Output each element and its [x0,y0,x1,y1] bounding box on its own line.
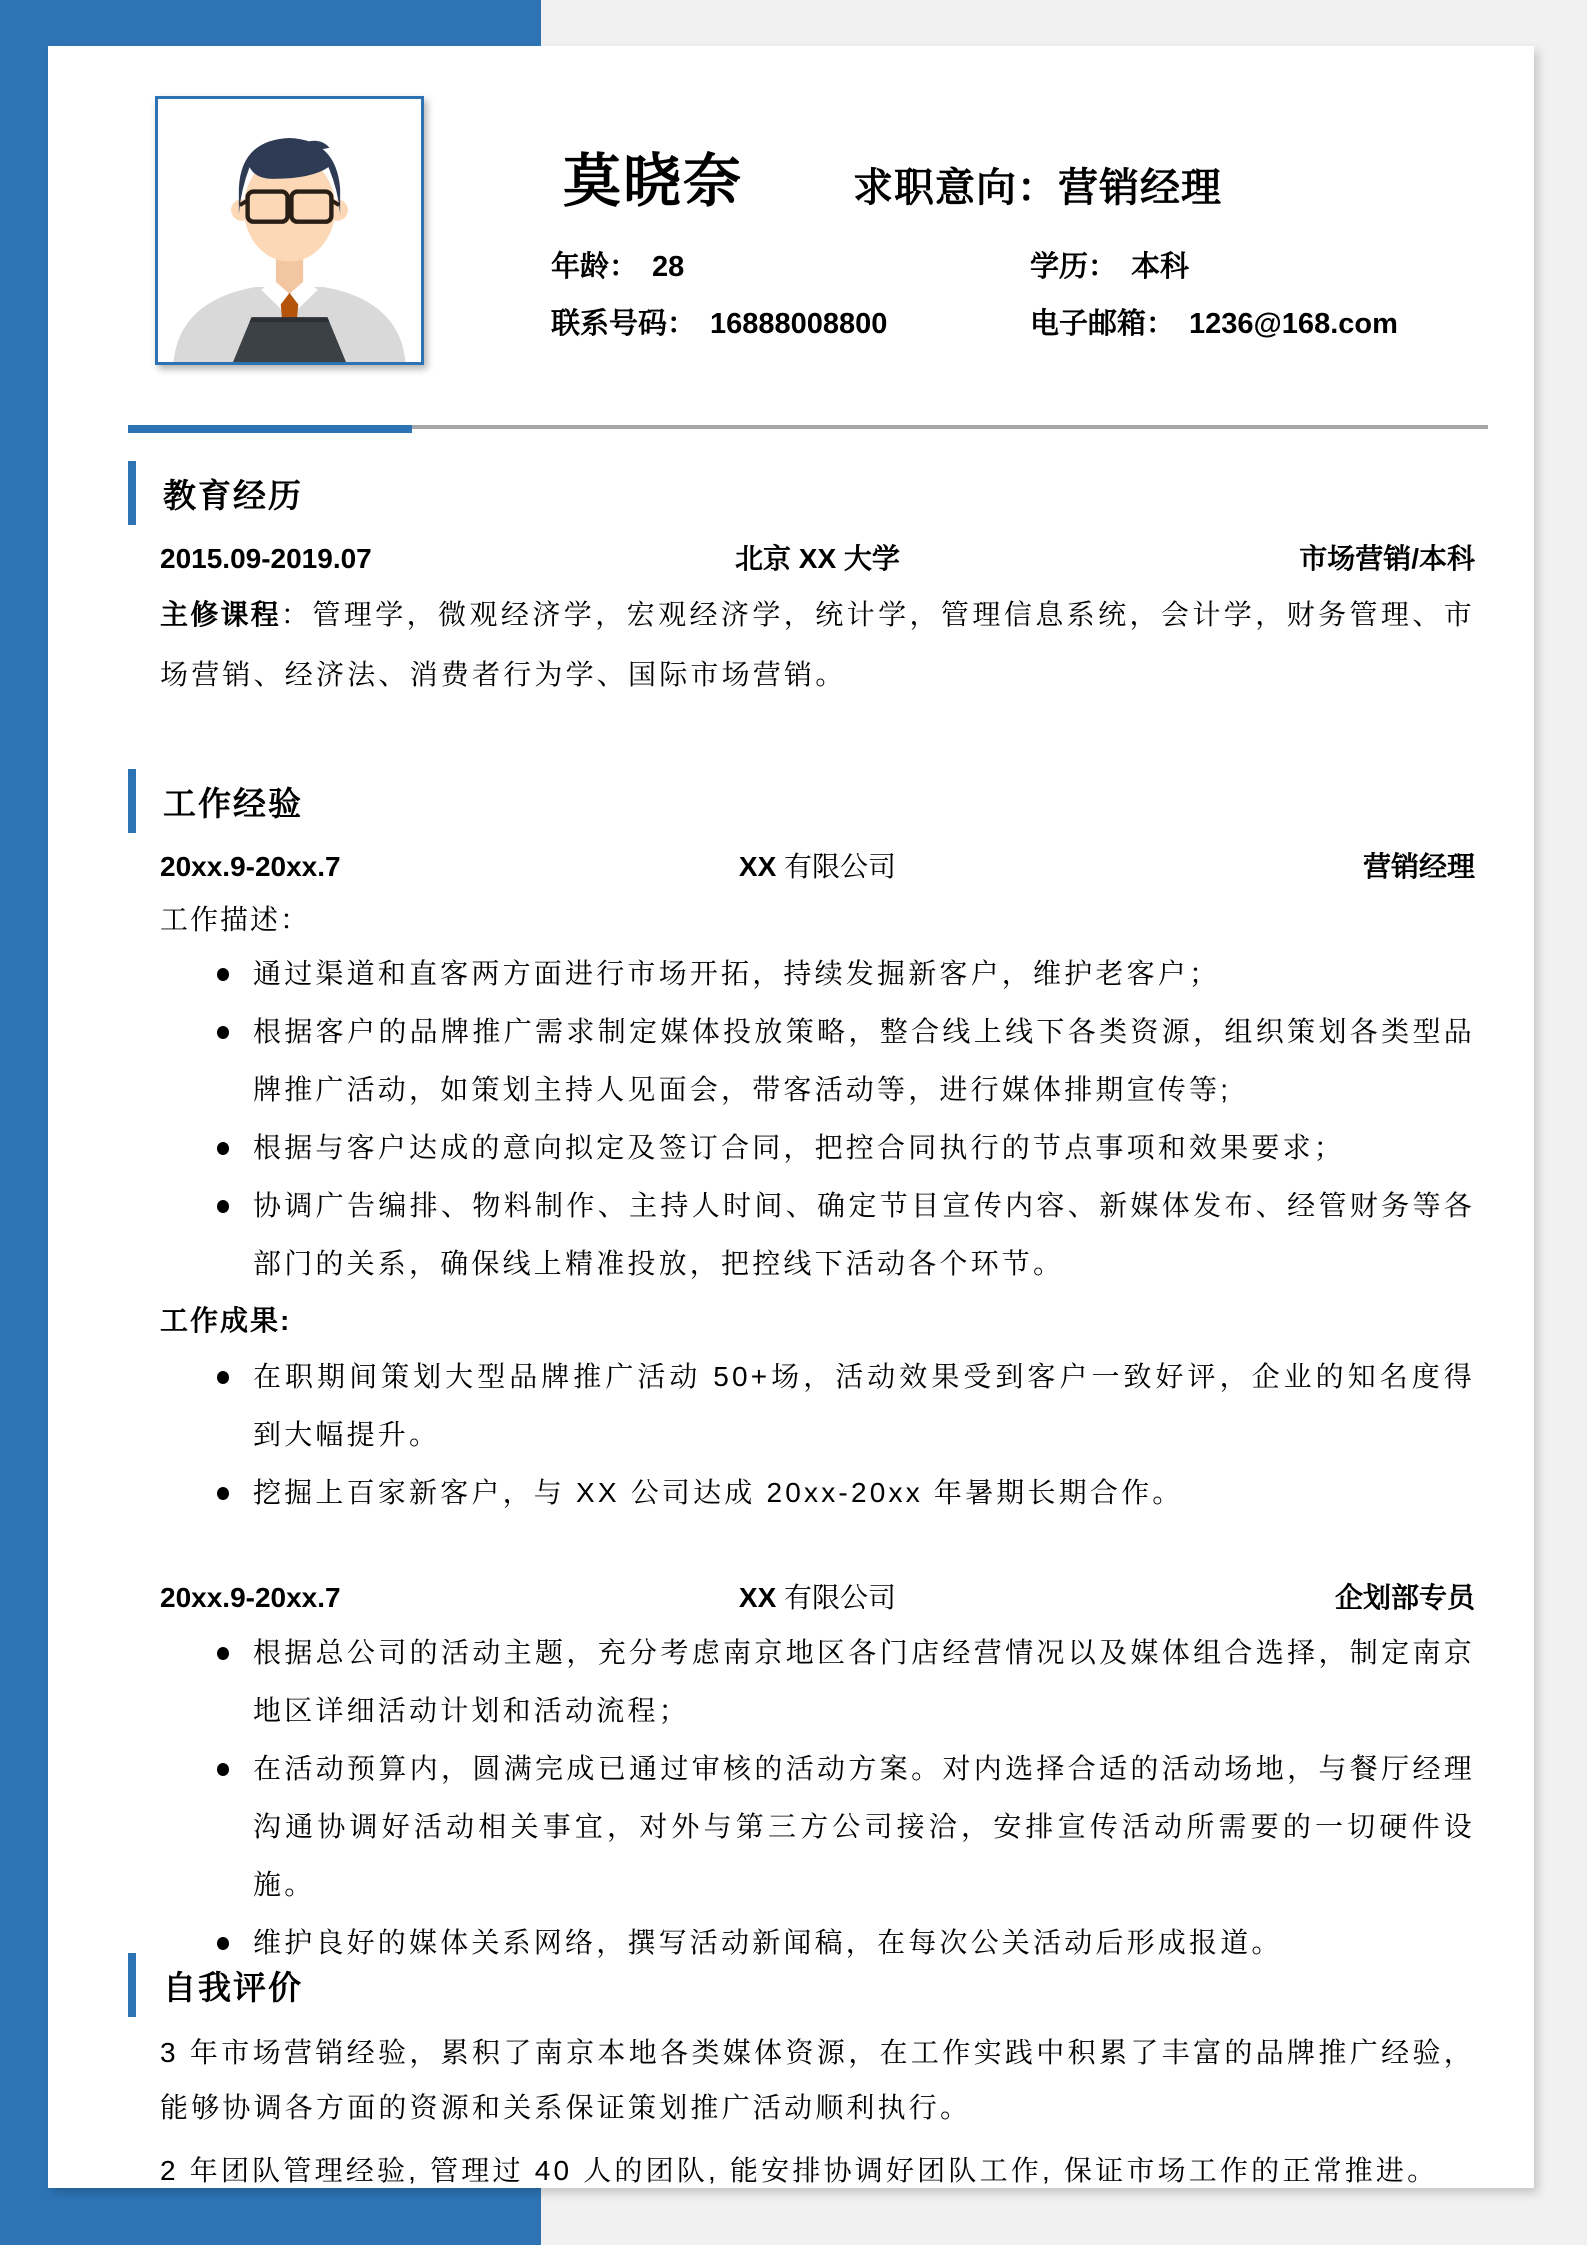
info-age: 年龄： 28 [551,251,685,283]
duty-item: 根据客户的品牌推广需求制定媒体投放策略，整合线上线下各类资源，组织策划各类型品牌推广活动，如策划主持人见面会，带客活动等，进行媒体排期宣传等; [253,1003,1475,1119]
job1-desc-label: 工作描述： [160,904,311,935]
section-education [160,461,1475,705]
section-accent-bar [128,769,136,833]
duty-item: 维护良好的媒体关系网络，撰写活动新闻稿，在每次公关活动后形成报道。 [253,1914,1475,1972]
job1-period: 20xx.9-20xx.7 [160,851,341,882]
self-eval-paragraph: 2 年团队管理经验, 管理过 40 人的团队, 能安排协调好团队工作, 保证市场工作的正常推进。 [160,2155,1439,2186]
edu-courses-label: 主修课程 [160,599,281,630]
job1-results-label: 工作成果: [160,1305,292,1336]
edu-courses-text: ：管理学，微观经济学，宏观经济学，统计学，管理信息系统，会计学，财务管理、市场营销、经济法、消费者行为学、国际市场营销。 [160,599,1475,690]
section-accent-bar [128,461,136,525]
self-eval-heading [160,1953,1475,2017]
section-accent-bar [128,1953,136,2017]
contact-info [551,249,1398,342]
edu-period: 2015.09-2019.07 [160,543,372,574]
job-intent: 求职意向：营销经理 [853,166,1223,210]
profile-photo [155,96,424,365]
divider-blue-segment [128,425,412,433]
candidate-name: 莫晓奈 [563,149,744,214]
accent-left-bar [0,0,48,2245]
section-work-experience [160,769,1475,1972]
job1-company: XX 有限公司 [738,851,897,882]
job1-results [160,1348,1475,1522]
section-title: 工作经验 [163,784,303,822]
duty-item: 根据与客户达成的意向拟定及签订合同，把控合同执行的节点事项和效果要求； [253,1119,1475,1177]
job2-duties [160,1624,1475,1972]
section-self-evaluation [160,1953,1475,2198]
header-divider [128,425,1488,433]
divider-gray-segment [412,425,1488,429]
job2-period: 20xx.9-20xx.7 [160,1582,341,1613]
education-row [160,539,1475,579]
info-degree: 学历： 本科 [1030,251,1190,283]
job2-company: XX 有限公司 [738,1582,897,1613]
job1-role: 营销经理 [1362,851,1475,882]
result-item: 挖掘上百家新客户，与 XX 公司达成 20xx-20xx 年暑期长期合作。 [253,1464,1475,1522]
edu-degree: 市场营销/本科 [1299,543,1475,574]
job1-duties [160,945,1475,1293]
info-email: 电子邮箱： 1236@168.com [1030,308,1398,340]
header-title-row [563,134,1222,218]
duty-item: 根据总公司的活动主题，充分考虑南京地区各门店经营情况以及媒体组合选择，制定南京地区详细活动计划和活动流程； [253,1624,1475,1740]
section-title: 教育经历 [163,476,303,514]
section-title: 自我评价 [163,1968,303,2006]
avatar-illustration [158,99,421,362]
result-item: 在职期间策划大型品牌推广活动 50+场，活动效果受到客户一致好评，企业的知名度得到大幅提升。 [253,1348,1475,1464]
accent-top-bar [0,0,541,46]
info-phone: 联系号码： 16888008800 [551,308,888,340]
job1-row [160,847,1475,887]
duty-item: 在活动预算内，圆满完成已通过审核的活动方案。对内选择合适的活动场地，与餐厅经理沟通协调好活动相关事宜，对外与第三方公司接洽，安排宣传活动所需要的一切硬件设施。 [253,1740,1475,1914]
duty-item: 通过渠道和直客两方面进行市场开拓，持续发掘新客户，维护老客户； [253,945,1475,1003]
education-heading [160,461,1475,525]
job2-role: 企划部专员 [1334,1582,1475,1613]
edu-courses [160,585,1475,705]
edu-school: 北京 XX 大学 [735,543,900,574]
duty-item: 协调广告编排、物料制作、主持人时间、确定节目宣传内容、新媒体发布、经管财务等各部门的关系，确保线上精准投放，把控线下活动各个环节。 [253,1177,1475,1293]
self-eval-paragraph: 3 年市场营销经验，累积了南京本地各类媒体资源，在工作实践中积累了丰富的品牌推广经验，能够协调各方面的资源和关系保证策划推广活动顺利执行。 [160,2037,1475,2123]
work-heading [160,769,1475,833]
job2-row [160,1578,1475,1618]
resume-page [48,46,1534,2188]
